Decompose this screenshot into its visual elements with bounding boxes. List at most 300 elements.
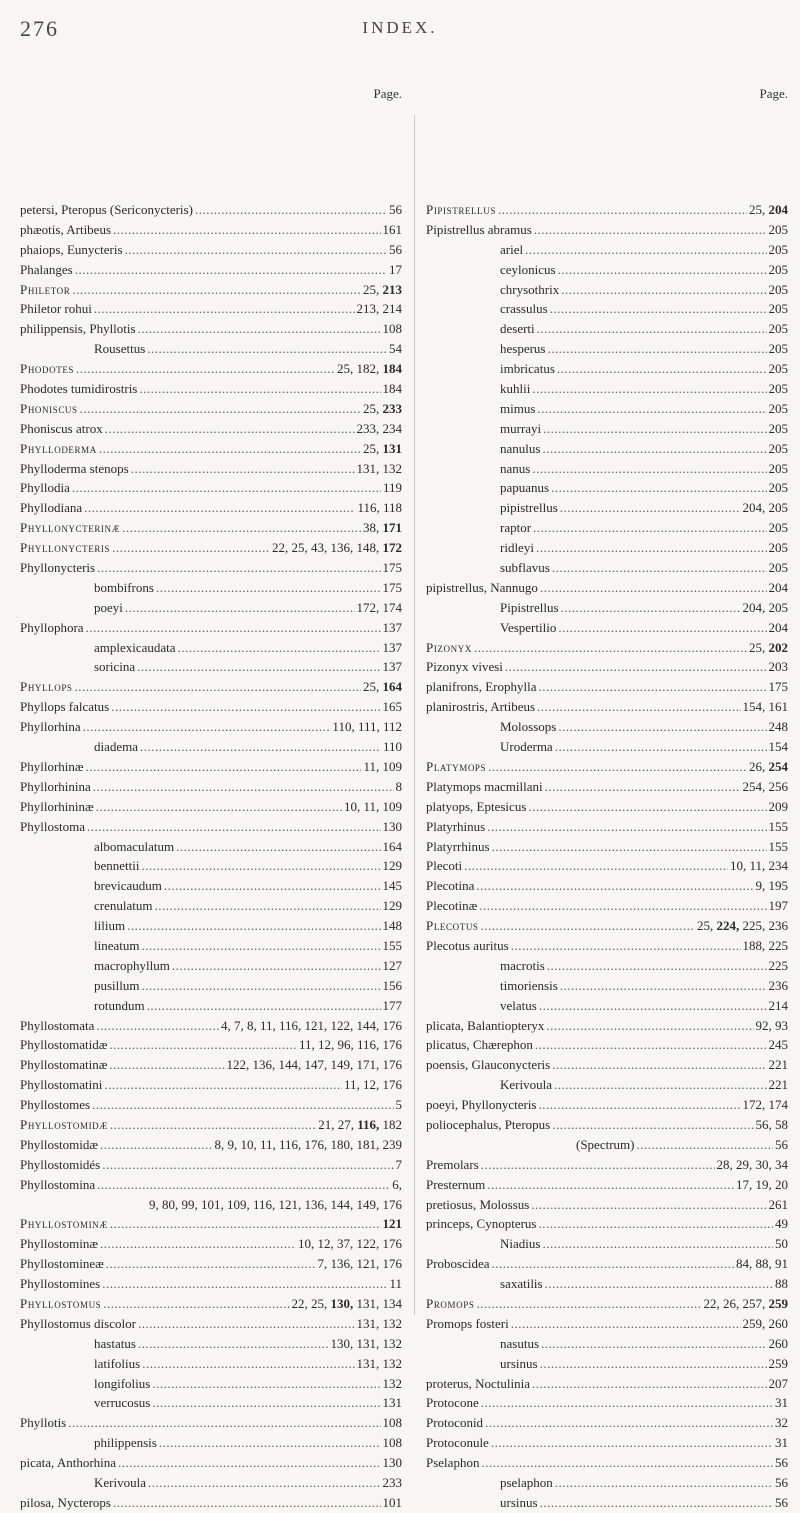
entry-term: poensis, Glauconycteris [426, 1057, 551, 1073]
left-column-heading: Page. [373, 86, 402, 101]
index-entry [426, 339, 788, 359]
index-entry [426, 1254, 788, 1274]
leader-dots [481, 1393, 773, 1413]
entry-pages [769, 1075, 789, 1095]
page-refs: 197 [768, 898, 788, 914]
index-entry [426, 896, 788, 916]
page-refs: 260 [768, 1335, 788, 1351]
entry-term: pusillum [94, 977, 140, 993]
index-entry [426, 359, 788, 379]
leader-dots [110, 1214, 381, 1234]
leader-dots [557, 359, 767, 379]
leader-dots [103, 1294, 289, 1314]
index-entry [426, 1374, 788, 1394]
index-entry [426, 459, 788, 479]
entry-term: Protoconid [426, 1415, 484, 1431]
entry-term: Phodotes [20, 361, 75, 377]
leader-dots [537, 399, 766, 419]
entry-pages [769, 459, 789, 479]
leader-dots [86, 757, 362, 777]
page-refs: 38, [363, 520, 383, 536]
page-refs: 17 [389, 261, 402, 277]
leader-dots [531, 1195, 766, 1215]
entry-pages [743, 1314, 789, 1334]
page-refs: 25, [749, 202, 769, 217]
index-entry [426, 1234, 788, 1254]
index-entry [426, 777, 788, 797]
entry-pages [769, 419, 789, 439]
index-entry [426, 1115, 788, 1135]
entry-pages [769, 1374, 789, 1394]
page-refs: 225 [768, 957, 788, 973]
entry-pages [769, 319, 789, 339]
entry-term: Philetor [20, 281, 71, 297]
leader-dots [538, 1214, 773, 1234]
entry-pages [769, 1055, 789, 1075]
leader-dots [142, 976, 381, 996]
leader-dots [147, 339, 387, 359]
right-column-heading: Page. [759, 86, 788, 101]
index-entry [20, 399, 402, 419]
index-entry [426, 439, 788, 459]
index-entry [20, 1155, 402, 1175]
leader-dots [109, 1035, 297, 1055]
entry-term: bennettii [94, 858, 140, 874]
index-entry [426, 876, 788, 896]
entry-term: Promops [426, 1295, 475, 1311]
leader-dots [72, 280, 361, 300]
leader-dots [97, 558, 380, 578]
leader-dots [538, 677, 766, 697]
page-refs: 56 [389, 241, 402, 257]
leader-dots [535, 1035, 767, 1055]
entry-pages [743, 936, 789, 956]
entry-term: Rousettus [94, 341, 146, 357]
page-refs: 25, [363, 281, 383, 297]
entry-term: lineatum [94, 937, 140, 953]
entry-term: plicatus, Chærephon [426, 1037, 533, 1053]
page-refs: 205 [768, 361, 788, 377]
leader-dots [481, 1453, 773, 1473]
page-refs: 207 [768, 1375, 788, 1391]
page-refs: 165 [382, 699, 402, 715]
left-index-list [20, 200, 402, 1513]
index-entry [20, 1274, 402, 1294]
entry-term: pipistrellus, Nannugo [426, 579, 538, 595]
leader-dots [525, 240, 766, 260]
leader-dots [540, 1354, 767, 1374]
entry-term: pipistrellus [500, 500, 558, 516]
page-refs: 204, 205 [742, 599, 788, 615]
entry-pages [769, 280, 789, 300]
index-entry [20, 1294, 402, 1314]
page-refs: 130 [382, 1455, 402, 1471]
leader-dots [195, 200, 387, 220]
page-refs: 25, [697, 918, 717, 934]
entry-pages [383, 1214, 403, 1234]
entry-term: imbricatus [500, 361, 555, 377]
page-refs: 148 [382, 918, 402, 934]
page-refs: 25, [363, 679, 383, 695]
entry-pages [383, 1374, 403, 1394]
entry-term: Plecotus [426, 918, 479, 934]
entry-term: mimus [500, 400, 536, 416]
page-refs: 175 [382, 579, 402, 595]
index-entry [20, 359, 402, 379]
leader-dots [560, 976, 767, 996]
index-entry [426, 1334, 788, 1354]
entry-pages [383, 558, 403, 578]
page-refs: 254, 256 [742, 778, 788, 794]
entry-term: diadema [94, 739, 139, 755]
leader-dots [511, 1314, 741, 1334]
entry-pages [775, 1274, 788, 1294]
entry-term: Phyllorhinina [20, 778, 91, 794]
index-entry [20, 220, 402, 240]
leader-dots [537, 319, 767, 339]
leader-dots [555, 737, 767, 757]
index-entry [426, 240, 788, 260]
principal-page-ref: 184 [382, 361, 402, 377]
index-entry [426, 1294, 788, 1314]
leader-dots [479, 896, 766, 916]
entry-pages [318, 1115, 402, 1135]
entry-term: Phyllorhininæ [20, 798, 94, 814]
entry-term: pretiosus, Molossus [426, 1196, 530, 1212]
leader-dots [539, 996, 767, 1016]
page-refs: 108 [382, 321, 402, 337]
entry-term: Phyllostomidés [20, 1156, 101, 1172]
page-refs: 122, 136, 144, 147, 149, 171, 176 [226, 1057, 402, 1073]
index-entry [20, 558, 402, 578]
entry-term: Phyllodia [20, 480, 70, 496]
index-entry [426, 558, 788, 578]
entry-pages [775, 1214, 788, 1234]
leader-dots [533, 518, 766, 538]
page-refs: 22, 26, 257, [703, 1295, 769, 1311]
entry-pages [775, 1393, 788, 1413]
entry-term: Premolars [426, 1156, 479, 1172]
leader-dots [109, 1055, 224, 1075]
entry-pages [769, 896, 789, 916]
page-refs: 54 [389, 341, 402, 357]
leader-dots [154, 896, 380, 916]
index-entry [426, 538, 788, 558]
index-entry [20, 1016, 402, 1036]
entry-term: macrotis [500, 957, 545, 973]
entry-term: Plecotina [426, 878, 475, 894]
entry-term: pilosa, Nycterops [20, 1494, 111, 1510]
entry-pages [318, 1254, 403, 1274]
entry-term: crenulatum [94, 898, 153, 914]
index-entry [20, 817, 402, 837]
leader-dots [96, 1016, 219, 1036]
entry-term: Phyllops [20, 679, 73, 695]
page-refs: 101 [382, 1494, 402, 1510]
leader-dots [83, 717, 331, 737]
entry-pages [775, 1135, 788, 1155]
leader-dots [481, 1155, 715, 1175]
index-entry [426, 1016, 788, 1036]
index-entry [426, 1354, 788, 1374]
page-refs: 8, 9, 10, 11, 116, 176, 180, 181, 239 [214, 1136, 402, 1152]
index-entry [20, 797, 402, 817]
leader-dots [554, 1075, 767, 1095]
entry-term: bombifrons [94, 579, 154, 595]
entry-term: Phyllorhina [20, 719, 81, 735]
page-refs: 131, 132 [356, 460, 402, 476]
leader-dots [113, 220, 380, 240]
entry-term: petersi, Pteropus (Sericonycteris) [20, 202, 193, 217]
entry-term: ariel [500, 241, 524, 257]
entry-term: Phyllostomineæ [20, 1256, 104, 1272]
page-refs: 28, 29, 30, 34 [716, 1156, 788, 1172]
leader-dots [111, 697, 380, 717]
entry-term: latifolius [94, 1355, 141, 1371]
entry-pages [363, 280, 402, 300]
leader-dots [552, 1115, 753, 1135]
index-entry [20, 936, 402, 956]
index-entry [20, 1035, 402, 1055]
entry-pages [769, 618, 789, 638]
index-entry [20, 1413, 402, 1433]
page-refs: 137 [382, 659, 402, 675]
entry-term: Promops fosteri [426, 1315, 509, 1331]
leader-dots [481, 916, 695, 936]
page-refs-extra: 182 [379, 1116, 402, 1132]
entry-term: Pselaphon [426, 1455, 480, 1471]
page-refs: 259, 260 [742, 1315, 788, 1331]
leader-dots [113, 1493, 381, 1513]
entry-term: Plecotus auritus [426, 937, 509, 953]
index-entry [426, 817, 788, 837]
index-entry [426, 1274, 788, 1294]
entry-pages [769, 578, 789, 598]
principal-page-ref: 116, [357, 1116, 380, 1132]
entry-term: Phyllophora [20, 619, 84, 635]
entry-term: Protocone [426, 1395, 479, 1411]
entry-pages [357, 459, 403, 479]
entry-pages [775, 1473, 788, 1493]
entry-term: Phyllostomines [20, 1276, 101, 1292]
entry-term: saxatilis [500, 1276, 543, 1292]
page-refs: 205 [768, 420, 788, 436]
page-refs: 25, [363, 400, 383, 416]
entry-pages [383, 856, 403, 876]
entry-term: Plecotinæ [426, 898, 478, 914]
index-entry [426, 319, 788, 339]
entry-pages [383, 1433, 403, 1453]
index-entry [426, 837, 788, 857]
leader-dots [511, 936, 741, 956]
entry-term: Phyllostomidæ [20, 1116, 108, 1132]
page-refs: 248 [768, 719, 788, 735]
page-refs: 145 [382, 878, 402, 894]
entry-term: ridleyi [500, 540, 534, 556]
page-refs: 25, 182, [337, 361, 383, 377]
index-entry [426, 1155, 788, 1175]
page-refs: 233, 234 [356, 420, 402, 436]
principal-page-ref: 172 [382, 540, 402, 556]
leader-dots [118, 1453, 380, 1473]
page-refs: 205 [768, 341, 788, 357]
index-entry [20, 1374, 402, 1394]
entry-pages [383, 1393, 403, 1413]
entry-pages [221, 1016, 402, 1036]
entry-pages [736, 1254, 788, 1274]
entry-pages [769, 956, 789, 976]
page-refs: 130 [382, 818, 402, 834]
index-entry [426, 1075, 788, 1095]
page-refs: 205 [768, 520, 788, 536]
leader-dots [86, 618, 381, 638]
leader-dots [540, 1493, 773, 1513]
entry-term: philippensis [94, 1435, 157, 1451]
page-refs: 56 [389, 202, 402, 217]
entry-term: Platymops macmillani [426, 778, 543, 794]
page-refs: 188, 225 [742, 937, 788, 953]
entry-pages [357, 498, 402, 518]
leader-dots [75, 677, 361, 697]
entry-term: Molossops [500, 719, 557, 735]
entry-pages [214, 1135, 402, 1155]
entry-term: Phyllostomata [20, 1017, 95, 1033]
entry-pages [769, 717, 789, 737]
page-refs: 154, 161 [742, 699, 788, 715]
entry-pages [697, 916, 788, 936]
page-refs: 209 [768, 798, 788, 814]
index-entry [426, 260, 788, 280]
index-entry [20, 498, 402, 518]
entry-pages [769, 220, 789, 240]
entry-pages [383, 578, 403, 598]
page-refs: 17, 19, 20 [736, 1176, 788, 1192]
page-refs: 84, 88, 91 [736, 1256, 788, 1272]
leader-dots [492, 837, 767, 857]
entry-term: phaiops, Eunycteris [20, 241, 123, 257]
leader-dots [159, 1433, 381, 1453]
entry-pages [749, 757, 788, 777]
leader-dots [176, 837, 380, 857]
principal-page-ref: 202 [768, 639, 788, 655]
index-entry [426, 1314, 788, 1334]
leader-dots [498, 200, 747, 220]
page-refs-extra: 225, 236 [739, 918, 788, 934]
index-entry [20, 240, 402, 260]
principal-page-ref: 259 [768, 1295, 788, 1311]
entry-pages [769, 657, 789, 677]
entry-pages [298, 1234, 402, 1254]
entry-pages [383, 837, 403, 857]
index-entry [20, 598, 402, 618]
entry-term: plicata, Balantiopteryx [426, 1017, 545, 1033]
entry-term: philippensis, Phyllotis [20, 321, 136, 337]
entry-term: Proboscidea [426, 1256, 490, 1272]
principal-page-ref: 213 [382, 281, 402, 297]
entry-pages [396, 1095, 403, 1115]
leader-dots [474, 638, 747, 658]
entry-term: Phyllonycterinæ [20, 520, 121, 536]
entry-pages [383, 936, 403, 956]
page-refs: 205 [768, 301, 788, 317]
index-entry [20, 1314, 402, 1334]
index-entry [426, 916, 788, 936]
entry-pages [389, 200, 402, 220]
leader-dots [76, 359, 335, 379]
page-refs: 205 [768, 221, 788, 237]
entry-term: Vespertilio [500, 619, 557, 635]
entry-term: Phodotes tumidirostris [20, 381, 138, 397]
leader-dots [96, 797, 342, 817]
entry-pages [383, 896, 403, 916]
leader-dots [87, 817, 380, 837]
entry-term: Phylloderma stenops [20, 460, 129, 476]
entry-pages [363, 757, 402, 777]
leader-dots [536, 538, 767, 558]
entry-pages [337, 359, 402, 379]
principal-page-ref: 164 [382, 679, 402, 695]
entry-pages [383, 956, 403, 976]
index-entry [20, 538, 402, 558]
entry-term: Phyllonycteris [20, 560, 96, 576]
leader-dots [547, 956, 767, 976]
page-refs-extra: 131, 134 [353, 1295, 402, 1311]
page-refs: 205 [768, 281, 788, 297]
page-refs: 184 [382, 381, 402, 397]
index-entry [20, 1234, 402, 1254]
page-refs: 92, 93 [755, 1017, 788, 1033]
leader-dots [105, 419, 355, 439]
entry-pages [383, 319, 403, 339]
index-entry [426, 280, 788, 300]
leader-dots [541, 1334, 767, 1354]
entry-term: Niadius [500, 1236, 541, 1252]
leader-dots [142, 1354, 354, 1374]
leader-dots [100, 1135, 212, 1155]
page-refs: 175 [382, 560, 402, 576]
entry-term: timoriensis [500, 977, 558, 993]
leader-dots [125, 240, 387, 260]
entry-term: Kerivoula [500, 1077, 552, 1093]
leader-dots [543, 419, 766, 439]
page-refs: 205 [768, 440, 788, 456]
page-refs: 26, [749, 758, 769, 774]
entry-pages [769, 1334, 789, 1354]
index-entry [20, 260, 402, 280]
index-entry [426, 200, 788, 220]
leader-dots [532, 1374, 767, 1394]
entry-term: Phyllostomatini [20, 1077, 103, 1093]
leader-dots [464, 856, 728, 876]
leader-dots [555, 1473, 773, 1493]
entry-term: papuanus [500, 480, 550, 496]
entry-pages [769, 1035, 789, 1055]
entry-term: Phyllostominæ [20, 1236, 99, 1252]
entry-pages [383, 638, 403, 658]
page-refs: 119 [382, 480, 402, 496]
entry-term: Philetor rohui [20, 301, 92, 317]
leader-dots [112, 538, 270, 558]
index-entry [20, 339, 402, 359]
entry-pages [769, 976, 789, 996]
leader-dots [137, 657, 380, 677]
index-entry [20, 1433, 402, 1453]
page-refs: 129 [382, 898, 402, 914]
page-refs: 131, 132 [356, 1355, 402, 1371]
index-entry [20, 677, 402, 697]
entry-term: Phyllotis [20, 1415, 67, 1431]
entry-pages [383, 657, 403, 677]
